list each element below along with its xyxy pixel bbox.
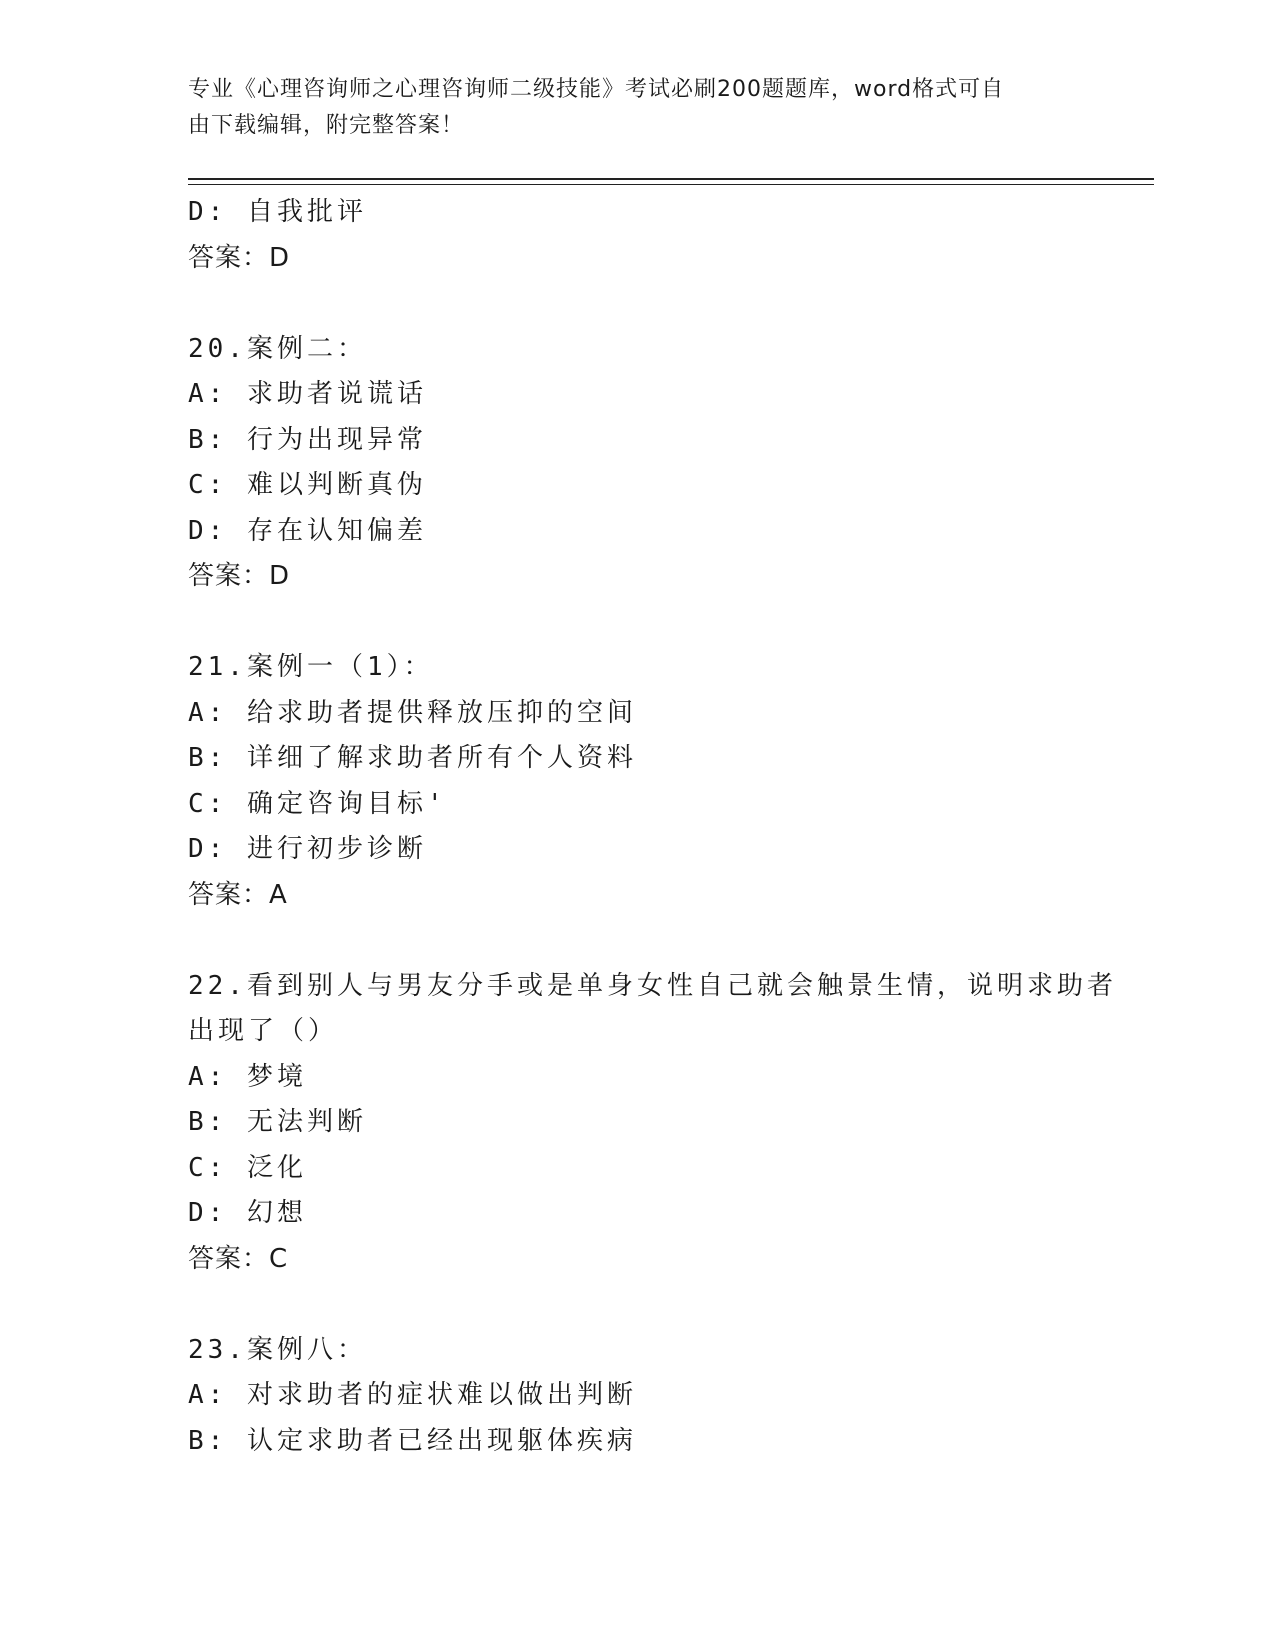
question-title-line-2: 出现了（） (188, 1016, 339, 1046)
spacer (188, 281, 1088, 327)
option-b: B: 行为出现异常 (188, 424, 427, 455)
option-c: C: 难以判断真伪 (188, 470, 427, 500)
question-22 (188, 964, 1117, 1283)
header-rule-thin (188, 184, 1154, 185)
option-c: C: 泛化 (188, 1152, 307, 1183)
option-d: D: 存在认知偏差 (188, 515, 427, 546)
page-header (188, 72, 1068, 144)
question-list (188, 190, 1117, 1464)
question-title-line-1: 22.看到别人与男友分手或是单身女性自己就会触景生情，说明求助者 (188, 970, 1117, 1001)
spacer (188, 1282, 1088, 1328)
question-20 (188, 327, 1088, 600)
header-rule-thick (188, 178, 1154, 180)
option-a: A: 梦境 (188, 1061, 307, 1092)
option-a: A: 求助者说谎话 (188, 379, 427, 409)
option-d: D: 幻想 (188, 1198, 307, 1228)
header-line-2: 由下载编辑，附完整答案！ (188, 113, 465, 138)
spacer (188, 600, 1088, 646)
option-b: B: 详细了解求助者所有个人资料 (188, 743, 637, 773)
option-d: D: 进行初步诊断 (188, 834, 427, 864)
answer-line: 答案：D (188, 561, 291, 591)
option-a: A: 给求助者提供释放压抑的空间 (188, 697, 637, 728)
option-b: B: 认定求助者已经出现躯体疾病 (188, 1425, 637, 1456)
header-line-1: 专业《心理咨询师之心理咨询师二级技能》考试必刷200题题库，word格式可自 (188, 77, 1005, 102)
answer-line: 答案：D (188, 242, 291, 273)
question-21 (188, 645, 1088, 918)
question-title: 23.案例八： (188, 1334, 367, 1365)
option-c: C: 确定咨询目标' (188, 788, 447, 819)
question-title: 21.案例一（1）： (188, 652, 434, 682)
question-title: 20.案例二： (188, 333, 367, 364)
option-a: A: 对求助者的症状难以做出判断 (188, 1380, 637, 1410)
spacer (188, 918, 1088, 964)
answer-line: 答案：C (188, 1243, 289, 1274)
option-b: B: 无法判断 (188, 1107, 367, 1137)
option-d: D: 自我批评 (188, 197, 367, 227)
question-23 (188, 1328, 1088, 1465)
answer-line: 答案：A (188, 879, 288, 910)
